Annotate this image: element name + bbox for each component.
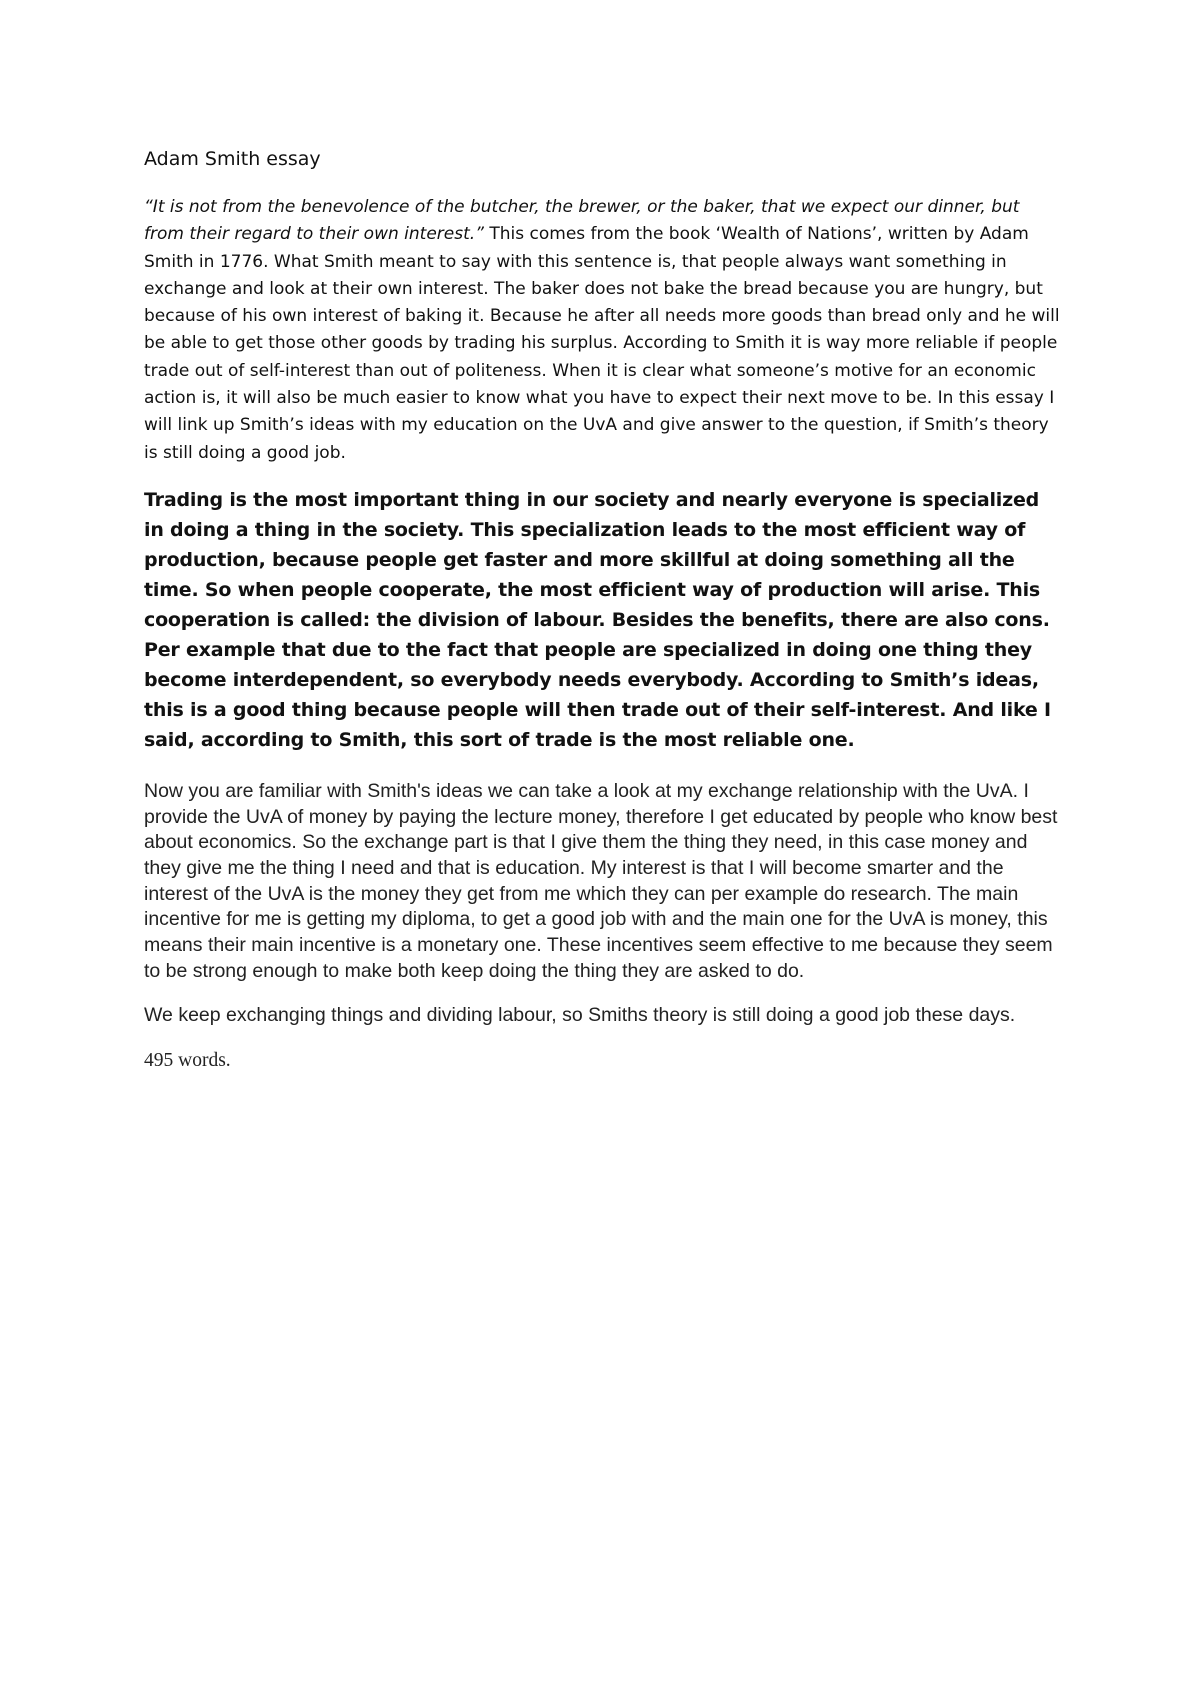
exchange-paragraph: Now you are familiar with Smith's ideas we can take a look at my exchange relationship with the UvA. I provide the UvA of money by paying the lecture money, therefore I get educated by people who know best about economics. So the exchange part is that I give them the thing they need, in this case money and they give me the thing I need and that is education. My interest is that I will become smarter and the interest of the UvA is the money they get from me which they can per example do research. The main incentive for me is getting my diploma, to get a good job with and the main one for the UvA is money, this means their main incentive is a monetary one. These incentives seem effective to me because they seem to be strong enough to make both keep doing the thing they are asked to do. bbox=[144, 779, 1058, 982]
conclusion-paragraph: We keep exchanging things and dividing labour, so Smiths theory is still doing a good job these days. bbox=[144, 1003, 1016, 1026]
smith-quote: “It is not from the benevolence of the butcher, the brewer, or the baker, that we expect our dinner, but from their regard to their own interest.” bbox=[144, 197, 1020, 245]
word-count: 495 words. bbox=[144, 1050, 231, 1072]
intro-paragraph bbox=[144, 194, 1064, 467]
trading-paragraph: Trading is the most important thing in our society and nearly everyone is specialized in doing a thing in the society. This specialization leads to the most efficient way of production, because people get faster and more skillful at doing something all the time. So when people cooperate, the most efficient way of production will arise. This cooperation is called: the division of labour. Besides the benefits, there are also cons. Per example that due to the fact that people are specialized in doing one thing they become interdependent, so everybody needs everybody. According to Smith’s ideas, this is a good thing because people will then trade out of their self-interest. And like I said, according to Smith, this sort of trade is the most reliable one. bbox=[144, 488, 1051, 751]
intro-text: This comes from the book ‘Wealth of Nations’, written by Adam Smith in 1776. What Smith meant to say with this sentence is, that people always want something in exchange and look at their own interest. The baker does not bake the bread because you are hungry, but because of his own interest of baking it. Because he after all needs more goods than bread only and he will be able to get those other goods by trading his surplus. According to Smith it is way more reliable if people trade out of self-interest than out of politeness. When it is clear what someone’s motive for an economic action is, it will also be much easier to know what you have to expect their next move to be. In this essay I will link up Smith’s ideas with my education on the UvA and give answer to the question, if Smith’s theory is still doing a good job. bbox=[144, 224, 1060, 463]
document-body bbox=[144, 144, 1064, 1073]
document-title: Adam Smith essay bbox=[144, 148, 321, 170]
